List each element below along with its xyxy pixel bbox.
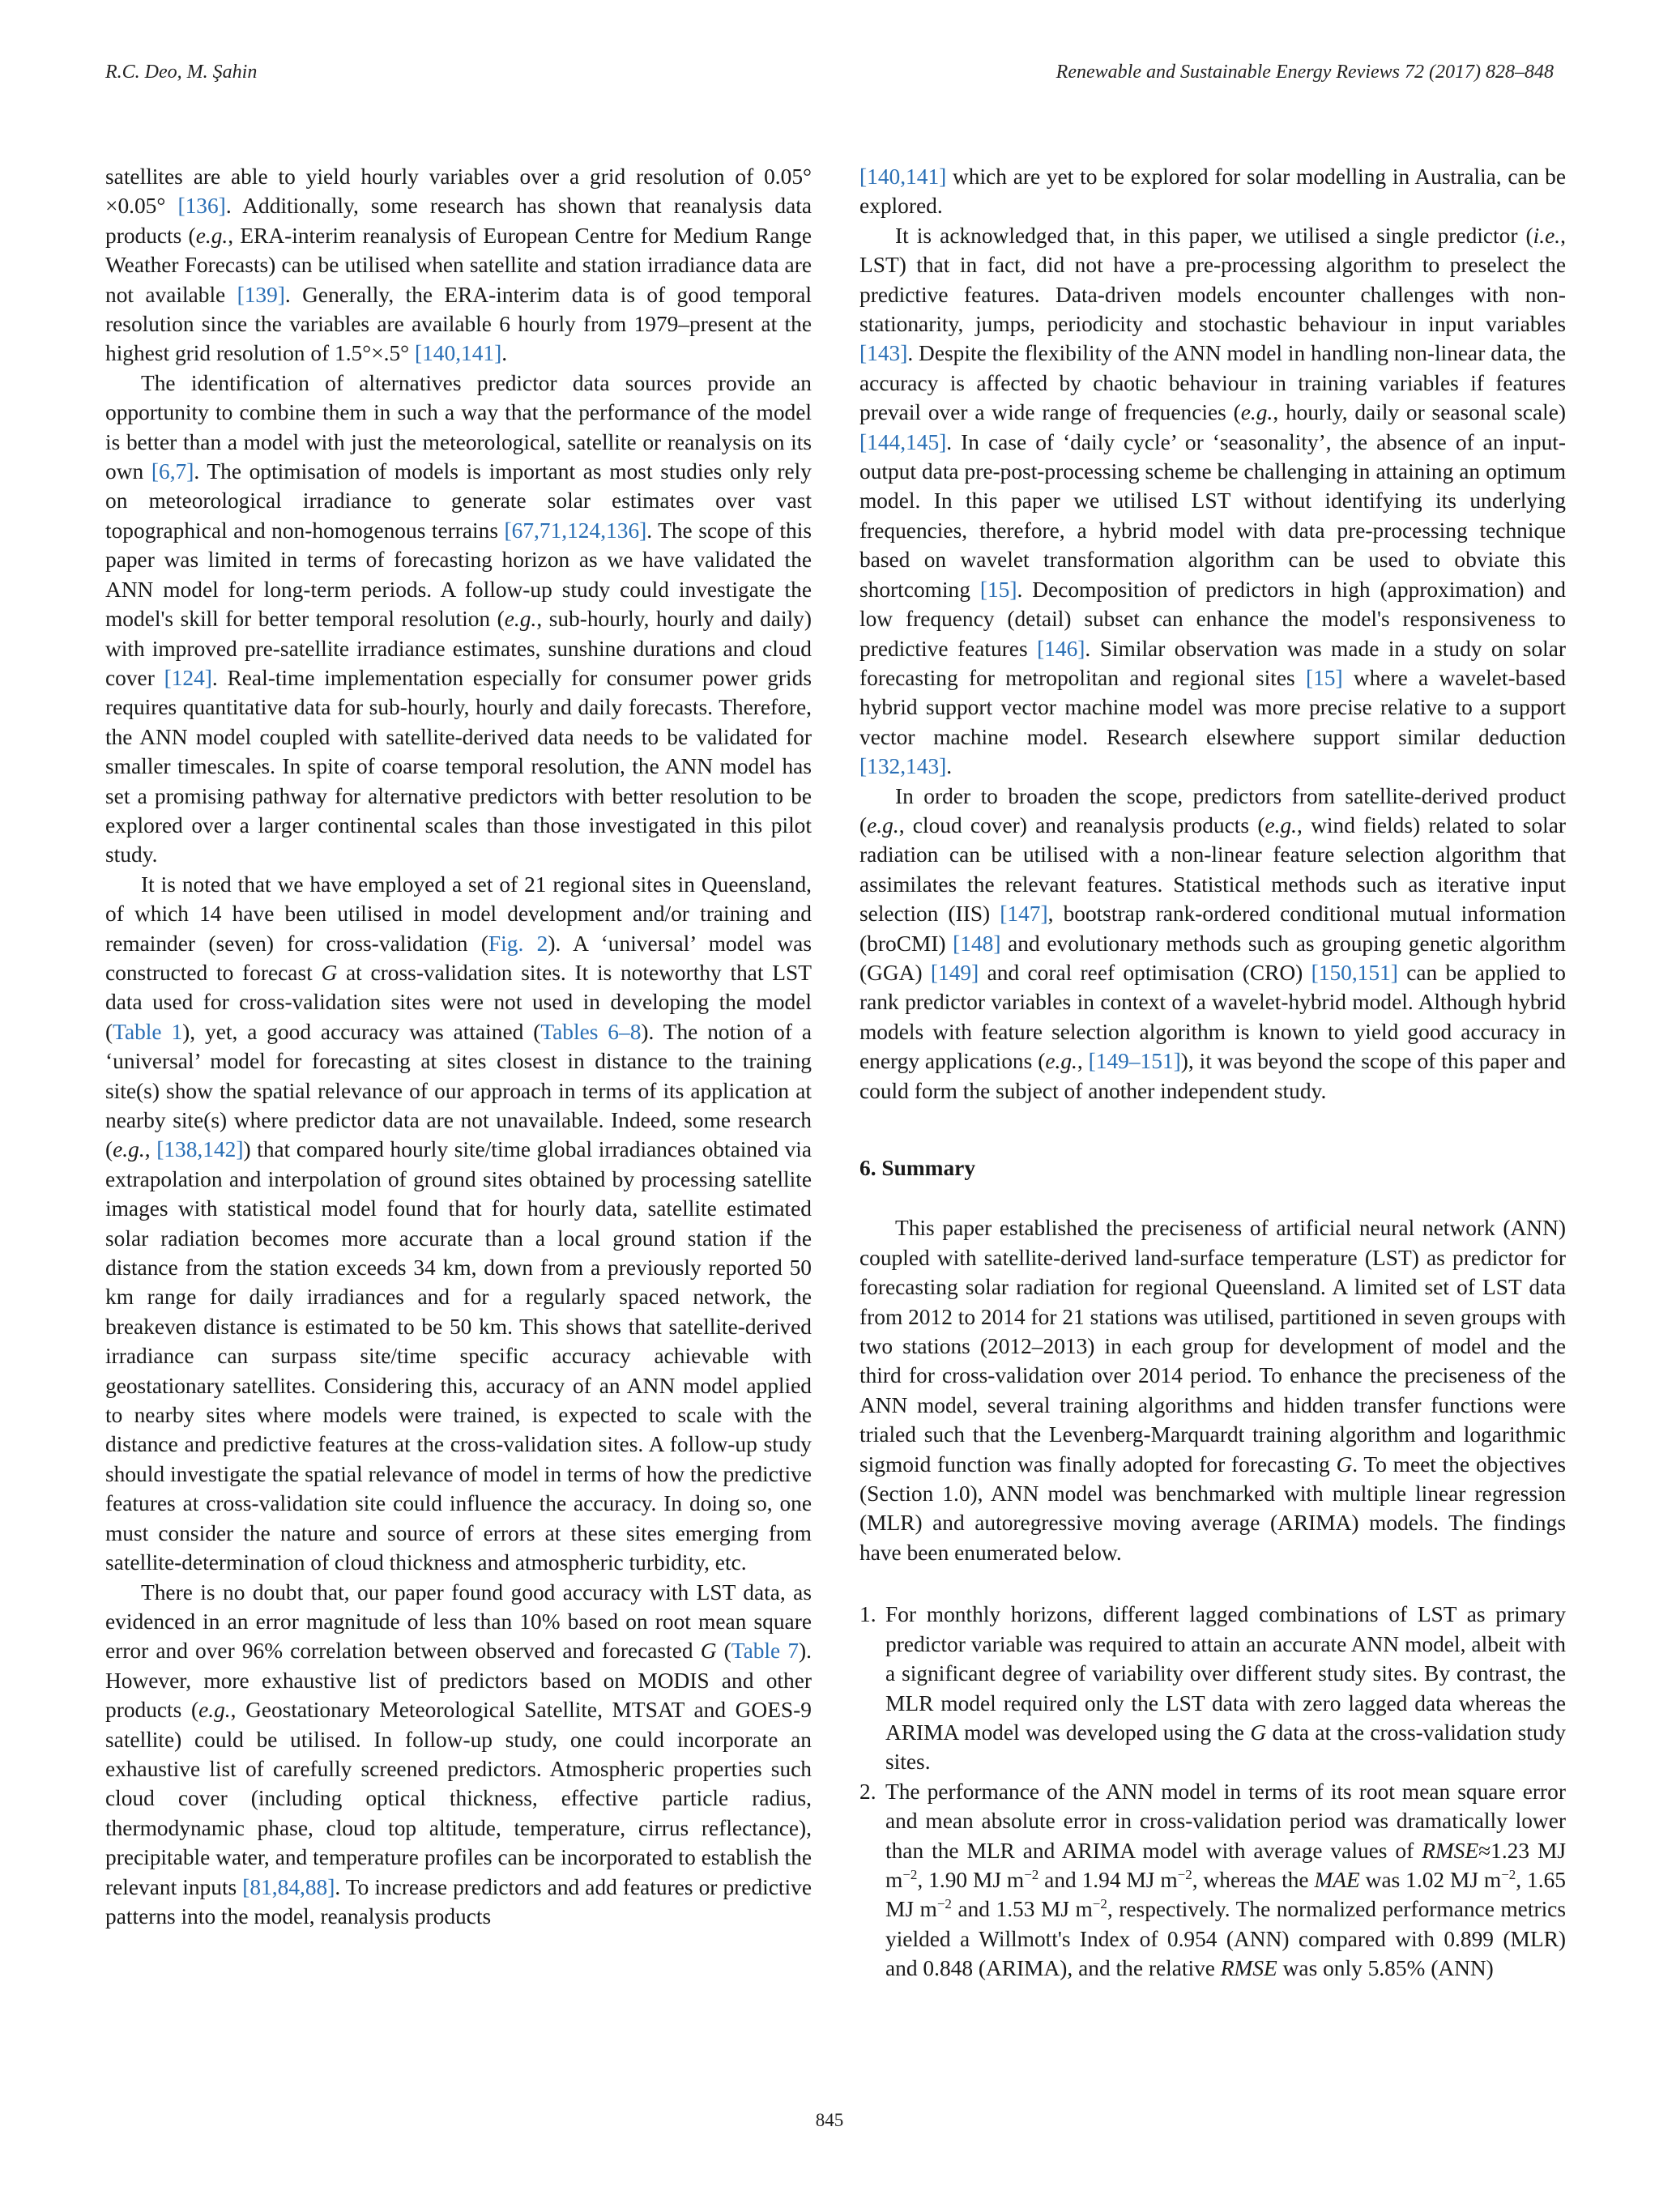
figure-link[interactable]: Fig. 2 [488, 931, 548, 956]
list-item: 1. For monthly horizons, different lagged combinations of LST as primary predictor variable was required to attain an accurate ANN model, albeit with a significant degree of variability over different study sites. By contrast, the MLR model required only the LST data with zero lagged data whereas the ARIMA model was developed using the G data at the cross-validation study sites. [859, 1602, 1566, 1775]
citation-link[interactable]: [132,143] [859, 754, 947, 779]
paragraph: There is no doubt that, our paper found good accuracy with LST data, as evidenced in an error magnitude of less than 10% based on root mean square error and over 96% correlation between observed and forecasted G (Table 7). However, more exhaustive list of predictors based on MODIS and other products (e.g., Geostationary Meteorological Satellite, MTSAT and GOES-9 satellite) could be utilised. In follow-up study, one could incorporate an exhaustive list of carefully screened predictors. Atmospheric properties such cloud cover (including optical thickness, effective particle radius, thermodynamic phase, cloud top altitude, temperature, cirrus reflectance), precipitable water, and temperature profiles can be incorporated to establish the relevant inputs [81,84,88]. To increase predictors and add features or predictive patterns into the model, reanalysis products [105, 1579, 812, 1929]
right-column [859, 162, 1566, 1984]
paragraph: The identification of alternatives predictor data sources provide an opportunity to combine them in such a way that the performance of the model is better than a model with just the meteorological, satellite or reanalysis on its own [6,7]. The optimisation of models is important as most studies only rely on meteorological irradiance to generate solar estimates over vast topographical and non-homogenous terrains [67,71,124,136]. The scope of this paper was limited in terms of forecasting horizon as we have validated the ANN model for long-term periods. A follow-up study could investigate the model's skill for better temporal resolution (e.g., sub-hourly, hourly and daily) with improved pre-satellite irradiance estimates, sunshine durations and cloud cover [124]. Real-time implementation especially for consumer power grids requires quantitative data for sub-hourly, hourly and daily forecasts. Therefore, the ANN model coupled with satellite-derived data needs to be validated for smaller timescales. In spite of coarse temporal resolution, the ANN model has set a promising pathway for alternative predictors with better resolution to be explored over a larger continental scales than those investigated in this pilot study. [105, 370, 812, 867]
paragraph: In order to broaden the scope, predictors from satellite-derived product (e.g., cloud cover) and reanalysis products (e.g., wind fields) related to solar radiation can be utilised with a non-linear feature selection algorithm that assimilates the relevant features. Statistical methods such as iterative input selection (IIS) [147], bootstrap rank-ordered conditional mutual information (broCMI) [148] and evolutionary methods such as grouping genetic algorithm (GGA) [149] and coral reef optimisation (CRO) [150,151] can be applied to rank predictor variables in context of a wavelet-hybrid model. Although hybrid models with feature selection algorithm is known to yield good accuracy in energy applications (e.g., [149–151]), it was beyond the scope of this paper and could form the subject of another independent study. [859, 783, 1567, 1103]
citation-link[interactable]: [67,71,124,136] [504, 518, 647, 543]
summary-paragraph: This paper established the preciseness of artificial neural network (ANN) coupled with satellite-derived land-surface temperature (LST) as predictor for forecasting solar radiation for regional Queensland. A limited set of LST data from 2012 to 2014 for 21 stations was utilised, partitioned in seven groups with two stations (2012–2013) in each group for development of model and the third for cross-validation over 2014 period. To enhance the preciseness of the ANN model, several training algorithms and hidden transfer functions were trialed such that the Levenberg-Marquardt training algorithm and logarithmic sigmoid function was finally adopted for forecasting G. To meet the objectives (Section 1.0), ANN model was benchmarked with multiple linear regression (MLR) and autoregressive moving average (ARIMA) models. The findings have been enumerated below. [859, 1216, 1566, 1565]
citation-link[interactable]: [139] [237, 282, 285, 307]
table-link[interactable]: Table 7 [731, 1639, 800, 1664]
citation-link[interactable]: [147] [1000, 901, 1048, 927]
citation-link[interactable]: [144,145] [859, 429, 947, 454]
citation-link[interactable]: [136] [177, 194, 226, 219]
citation-link[interactable]: [149–151] [1088, 1049, 1181, 1074]
citation-link[interactable]: [15] [1305, 665, 1343, 690]
running-header-authors: R.C. Deo, M. Şahin [105, 62, 258, 83]
page-number: 845 [815, 2110, 844, 2130]
paragraph: It is acknowledged that, in this paper, we utilised a single predictor (i.e., LST) that in fact, did not have a pre-processing algorithm to preselect the predictive features. Data-driven models encounter challenges with non-stationarity, jumps, periodicity and stochastic behaviour in input variables [143]. Despite the flexibility of the ANN model in handling non-linear data, the accuracy is affected by chaotic behaviour in training variables if features prevail over a wide range of frequencies (e.g., hourly, daily or seasonal scale) [144,145]. In case of ‘daily cycle’ or ‘seasonality’, the absence of an input-output data pre-post-processing scheme be challenging in attaining an optimum model. In this paper we utilised LST without identifying its underlying frequencies, therefore, a hybrid model with data pre-processing technique based on wavelet transformation algorithm can be used to obviate this shortcoming [15]. Decomposition of predictors in high (approximation) and low frequency (detail) subset can enhance the model's responsiveness to predictive features [146]. Similar observation was made in a study on solar forecasting for metropolitan and regional sites [15] where a wavelet-based hybrid support vector machine model was more precise relative to a support vector machine model. Research elsewhere support similar deduction [132,143]. [859, 223, 1567, 779]
paragraph: satellites are able to yield hourly variables over a grid resolution of 0.05° ×0.05° [136]. Additionally, some research has shown that reanalysis data products (e.g., ERA-interim reanalysis of European Centre for Medium Range Weather Forecasts) can be utilised when satellite and station irradiance data are not available [139]. Generally, the ERA-interim data is of good temporal resolution since the variables are available 6 hourly from 1979–present at the highest grid resolution of 1.5°×.5° [140,141]. [105, 164, 812, 366]
paragraph: [140,141] which are yet to be explored for solar modelling in Australia, can be explored. [859, 164, 1566, 219]
citation-link[interactable]: [140,141] [414, 341, 502, 366]
citation-link[interactable]: [138,142] [156, 1137, 244, 1162]
citation-link[interactable]: [143] [859, 341, 908, 366]
running-header-journal: Renewable and Sustainable Energy Reviews 72 (2017) 828–848 [1056, 62, 1554, 83]
left-column [105, 162, 812, 1931]
table-link[interactable]: Tables 6–8 [540, 1019, 642, 1044]
citation-link[interactable]: [81,84,88] [242, 1874, 335, 1899]
citation-link[interactable]: [149] [930, 960, 979, 985]
findings-list [859, 1600, 1566, 1983]
section-heading-summary: 6. Summary [859, 1156, 976, 1180]
citation-link[interactable]: [140,141] [859, 164, 947, 189]
citation-link[interactable]: [124] [164, 665, 212, 690]
section-spacer [859, 1106, 1566, 1135]
citation-link[interactable]: [15] [979, 577, 1017, 602]
paragraph: It is noted that we have employed a set of 21 regional sites in Queensland, of which 14 have been utilised in model development and/or training and remainder (seven) for cross-validation (Fig. 2). A ‘universal’ model was constructed to forecast G at cross-validation sites. It is noteworthy that LST data used for cross-validation sites were not used in developing the model (Table 1), yet, a good accuracy was attained (Tables 6–8). The notion of a ‘universal’ model for forecasting at sites closest in distance to the training site(s) show the spatial relevance of our approach in terms of its application at nearby site(s) where predictor data are not unavailable. Indeed, some research (e.g., [138,142]) that compared hourly site/time global irradiances obtained via extrapolation and interpolation of ground sites obtained by processing satellite images with statistical model found that for hourly data, satellite estimated solar radiation becomes more accurate than a local ground station if the distance from the station exceeds 34 km, down from a previously reported 50 km range for daily irradiances and for a regularly spaced network, the breakeven distance is estimated to be 50 km. This shows that satellite-derived irradiance can surpass site/time specific accuracy achievable with geostationary satellites. Considering this, accuracy of an ANN model applied to nearby sites where models were trained, is expected to scale with the distance and predictive features at the cross-validation sites. A follow-up study should investigate the spatial relevance of model in terms of how the predictive features at cross-validation site could influence the accuracy. In doing so, one must consider the nature and source of errors at these sites emerging from satellite-determination of cloud thickness and atmospheric turbidity, etc. [105, 872, 812, 1575]
table-link[interactable]: Table 1 [113, 1019, 183, 1044]
citation-link[interactable]: [150,151] [1311, 960, 1398, 985]
citation-link[interactable]: [6,7] [151, 459, 194, 484]
citation-link[interactable]: [146] [1037, 636, 1085, 661]
list-item: 2. The performance of the ANN model in terms of its root mean square error and mean absolute error in cross-validation period was dramatically lower than the MLR and ARIMA model with average values of RMSE≈1.23 MJ $m^{-2}$, 1.90 MJ $m^{-2}$ and 1.94 MJ $m^{-2}$, whereas the MAE was 1.02 MJ $m^{-2}$, 1.65 MJ $m^{-2}$ and 1.53 MJ $m^{-2}$, respectively. The normalized performance metrics yielded a Willmott's Index of 0.954 (ANN) compared with 0.899 (MLR) and 0.848 (ARIMA), and the relative RMSE was only 5.85% (ANN) [859, 1779, 1567, 1981]
citation-link[interactable]: [148] [953, 931, 1001, 956]
